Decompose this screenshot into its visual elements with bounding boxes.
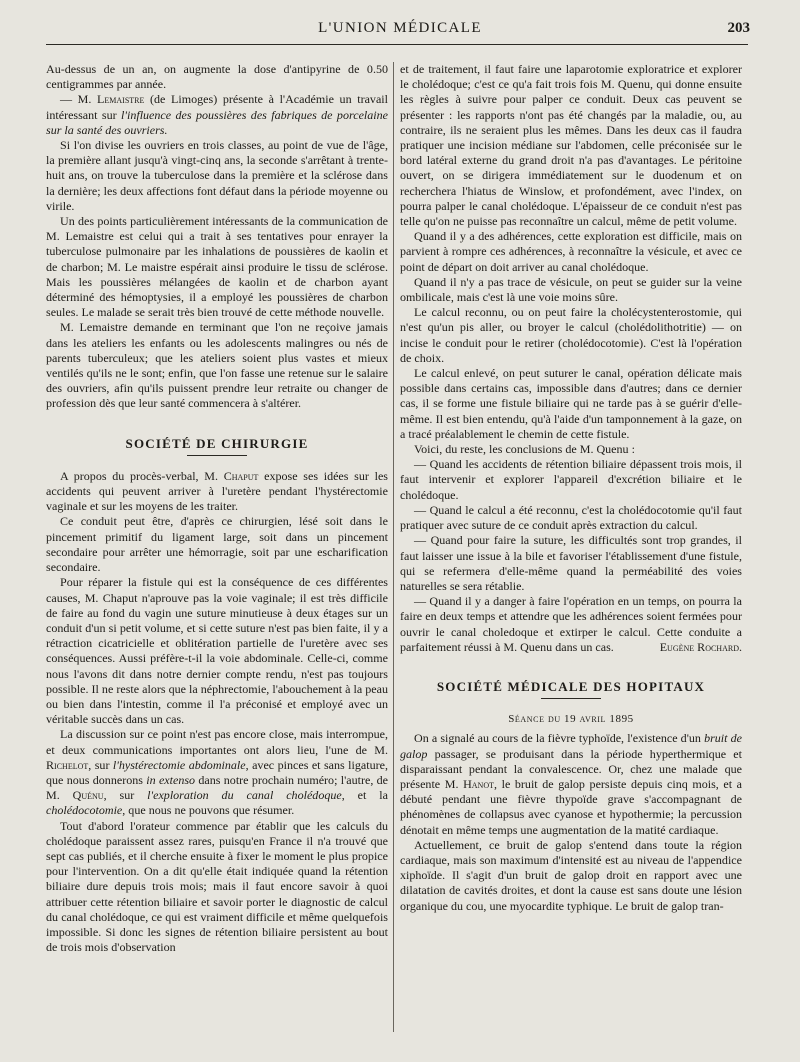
conclusion-item xyxy=(400,594,742,655)
text-run: expose ses idées sur les accidents qui peuvent arriver à l'uretère pendant l'hystérectomie vaginale et sur les moyens de les traiter. xyxy=(46,468,388,514)
work-title: l'exploration du canal cholédoque xyxy=(147,788,342,803)
section-heading: SOCIÉTÉ MÉDICALE DES HOPITAUX xyxy=(436,678,706,694)
paragraph: M. Lemaistre demande en terminant que l'on ne reçoive jamais dans les ateliers les enfants ou les adolescents malingres ou nés de parents tuberculeux; que les ateliers soient plus vastes et mieux ventilés qu'ils ne le sont; enfin, que l'on fasse une retenue sur le salaire des ouvriers, afin qu'ils puissent prendre leur retraite ou changer de profession dès que leur santé commencera à s'altérer. xyxy=(46,320,388,411)
author-name: Chaput xyxy=(223,468,259,483)
paragraph xyxy=(46,727,388,818)
paragraph: Le calcul reconnu, ou on peut faire la cholécystenterostomie, qui n'est qu'un pis aller, ou broyer le calcul (cholédolithotritie) — on incise le conduit pour le retirer (cholédocotomie). C'est là l'opération de choix. xyxy=(400,305,742,365)
text-run: , sur xyxy=(103,788,148,803)
text-run: , le bruit de galop persiste depuis cinq mois, et a débuté pendant une fièvre thypoïde grave s'accompagnant de phénomènes de collapsus avec cyanose et hypothermie; la percussion dénotait en même temps une augmentation de la matité cardiaque. xyxy=(400,776,743,837)
right-column xyxy=(400,62,742,914)
running-title: L'UNION MÉDICALE xyxy=(318,20,482,36)
text-run: On a signalé au cours de la fièvre typhoïde, l'existence d'un xyxy=(414,731,705,746)
paragraph: Pour réparer la fistule qui est la conséquence de ces différentes causes, M. Chaput n'aprouve pas la voie vaginale; il est très difficile de faire au fond du vagin une suture minutieuse à deux étages sur un conduit d'un si petit volume, et si cette suture n'est pas bien faite, il y a rétraction cicatricielle et oblitération partielle de l'uretère avec ses conséquences. Aussi préfère-t-il la voie abdominale. Celle-ci, comme nous l'avons dit dans notre dernier compte rendu, n'est pas toujours possible. Il ne reste alors que la néphrectomie, l'abouchement à la peau ou bien dans l'intestin, comme il l'a préconisé et employé avec un véritable succès dans un cas. xyxy=(46,575,388,727)
paragraph: Quand il n'y a pas trace de vésicule, on peut se guider sur la veine ombilicale, mais c'est là une voie moins sûre. xyxy=(400,274,742,305)
paragraph: Si l'on divise les ouvriers en trois classes, au point de vue de l'âge, la première allant jusqu'à vingt-cinq ans, la seconde s'arrêtant à trente-huit ans, on trouve la tuberculose dans la première et la sclérose dans la dernière; les deux affections font défaut dans la période moyenne ou virile. xyxy=(46,138,388,213)
header-rule xyxy=(46,44,748,45)
page-header xyxy=(40,18,760,42)
work-title: l'hystérectomie abdominale xyxy=(112,757,246,772)
author-name: Lemaistre xyxy=(97,92,145,107)
paragraph: Quand il y a des adhérences, cette exploration est difficile, mais on parvient à rompre ces adhérences, à reconnaître la vésicule, et avec ce point de départ on doit arriver au canal cholédoque. xyxy=(400,229,742,274)
conclusion-item: — Quand les accidents de rétention biliaire dépassent trois mois, il faut intervenir et explorer l'appareil d'excrétion biliaire et le cholédoque. xyxy=(400,457,742,502)
conclusion-item: — Quand le calcul a été reconnu, c'est la cholédocotomie qu'il faut pratiquer avec suture de ce conduit après extraction du calcul. xyxy=(400,502,742,533)
work-title: l'influence des poussières des fabriques de porcelaine sur la santé des ouvriers. xyxy=(46,107,388,137)
session-date: Séance du 19 avril 1895 xyxy=(508,713,634,726)
author-signature: Eugène Rochard. xyxy=(659,639,742,654)
paragraph: Actuellement, ce bruit de galop s'entend dans toute la région cardiaque, mais son maximum d'intensité est au niveau de l'appendice xiphoïde. Il s'agit d'un bruit de galop droit en rapport avec une dilatation de cavités droites, et dont la cause est sans doute une lésion organique du cou, une myocardite typhique. Le bruit de galop tran- xyxy=(400,837,742,913)
work-title: cholédocotomie xyxy=(46,803,123,818)
paragraph xyxy=(46,92,388,138)
section-rule xyxy=(541,698,601,699)
column-divider xyxy=(393,62,394,1032)
paragraph xyxy=(46,469,388,515)
text-run: A propos du procès-verbal, M. xyxy=(60,468,224,483)
text-run: , sur xyxy=(88,757,113,772)
term: bruit de galop xyxy=(400,731,742,761)
latin-phrase: in extenso xyxy=(146,772,196,787)
conclusion-item: — Quand pour faire la suture, les difficultés sont trop grandes, il faut laisser une issue à la bile et favoriser l'établissement d'une fistule, qui se refermera d'elle-même quand la perméabilité des voies naturelles se sera rétablie. xyxy=(400,533,742,593)
page-number: 203 xyxy=(727,20,750,36)
left-column xyxy=(46,62,388,955)
paragraph: Voici, du reste, les conclusions de M. Quenu : xyxy=(414,442,635,457)
paragraph: Le calcul enlevé, on peut suturer le canal, opération délicate mais possible dans certains cas, impossible dans d'autres; dans ce dernier cas, il se forme une fistule biliaire qui ne tarde pas à se guérir d'elle-même. Il est bien entendu, qu'à l'aide d'un tamponnement à la gaze, on a tracé préalablement le chemin de cette fistule. xyxy=(400,366,742,441)
text-run: (de Limoges) présente à l'Académie un travail intéressant sur xyxy=(46,92,388,122)
text-run: , et la xyxy=(341,788,388,803)
section-heading: SOCIÉTÉ DE CHIRURGIE xyxy=(125,435,309,451)
author-name: Quénu xyxy=(72,788,104,803)
author-name: Richelot xyxy=(46,757,89,772)
paragraph: et de traitement, il faut faire une laparotomie exploratrice et explorer le cholédoque; c'est ce qu'a fait trois fois M. Quenu, qui donne ensuite les règles à suivre pour palper ce conduit. Deux cas peuvent se présenter : les rapports n'ont pas été changés par la maladie, ou, au contraire, ils ne seraient plus les mêmes. Dans les deux cas il faudra pratiquer une incision médiane sur l'abdomen, celle préconisée sur le bord latéral externe du grand droit n'a pas d'avantages. Le péritoine ouvert, on se dirigera immédiatement sur le duodenum et on recherchera l'hiatus de Winslow, et profondément, avec l'index, on pourra palper le canal cholédoque. L'épaisseur de ce conduit n'est pas telle qu'on ne puisse pas reconnaître un calcul, même de petit volume. xyxy=(400,62,742,229)
paragraph: Tout d'abord l'orateur commence par établir que les calculs du cholédoque paraissent assez rares, puisqu'en France il n'a trouvé que sept cas publiés, et il cherche ensuite à fixer le moment le plus propice pour l'intervention. On a dit qu'elle était indiquée quand la rétention biliaire dure depuis trois mois; mais il faut encore savoir à quoi attribuer cette rétention biliaire et savoir porter le diagnostic de calcul du canal cholédoque, ce qui est vraiment difficile et même quelquefois impossible. Si donc les signes de rétention biliaire persistent au bout de trois mois d'observation xyxy=(46,818,388,955)
text-run: — Quand il y a danger à faire l'opération en un temps, on pourra la faire en deux temps et attendre que les adhérences soient fermées pour ouvrir le canal choledoque et extirper le calcul. Cette conduite a parfaitement réussi à M. Quenu dans un cas. xyxy=(400,594,742,654)
text-run: passager, se produisant dans la période hyperthermique et disparaissant pendant la convalescence. Or, chez une malade que présente M. xyxy=(400,746,742,791)
text-run: , avec pinces et sans ligature, que nous donnerons xyxy=(46,757,388,787)
text-run: , que nous ne pouvons que résumer. xyxy=(122,803,295,818)
text-run: La discussion sur ce point n'est pas encore close, mais interrompue, et deux communications importantes ont alors lieu, l'une de M. xyxy=(46,727,388,757)
section-rule xyxy=(187,455,247,456)
paragraph: Au-dessus de un an, on augmente la dose d'antipyrine de 0.50 centigrammes par année. xyxy=(46,62,388,92)
text-run: — M. xyxy=(60,92,98,107)
text-run: dans notre prochain numéro; l'autre, de M. xyxy=(46,772,389,803)
paragraph: Un des points particulièrement intéressants de la communication de M. Lemaistre est celui qui a trait à ses tentatives pour enrayer la tuberculose pulmonaire par les inhalations de poussières de kaolin et de charbon; M. Le maistre espérait ainsi produire le tissu de sclérose. Mais les poussières mélangées de kaolin et de charbon ayant déterminé des hémoptysies, il a employé les poussières de charbon seules. Le malade se serait très bien trouvé de cette méthode nouvelle. xyxy=(46,214,388,320)
paragraph xyxy=(400,731,742,837)
author-name: Hanot xyxy=(463,776,494,791)
paragraph: Ce conduit peut être, d'après ce chirurgien, lésé soit dans le pincement primitif du ligament large, soit dans un pincement secondaire pour arrêter une hémorragie, soit par une escharification secondaire. xyxy=(46,514,388,575)
